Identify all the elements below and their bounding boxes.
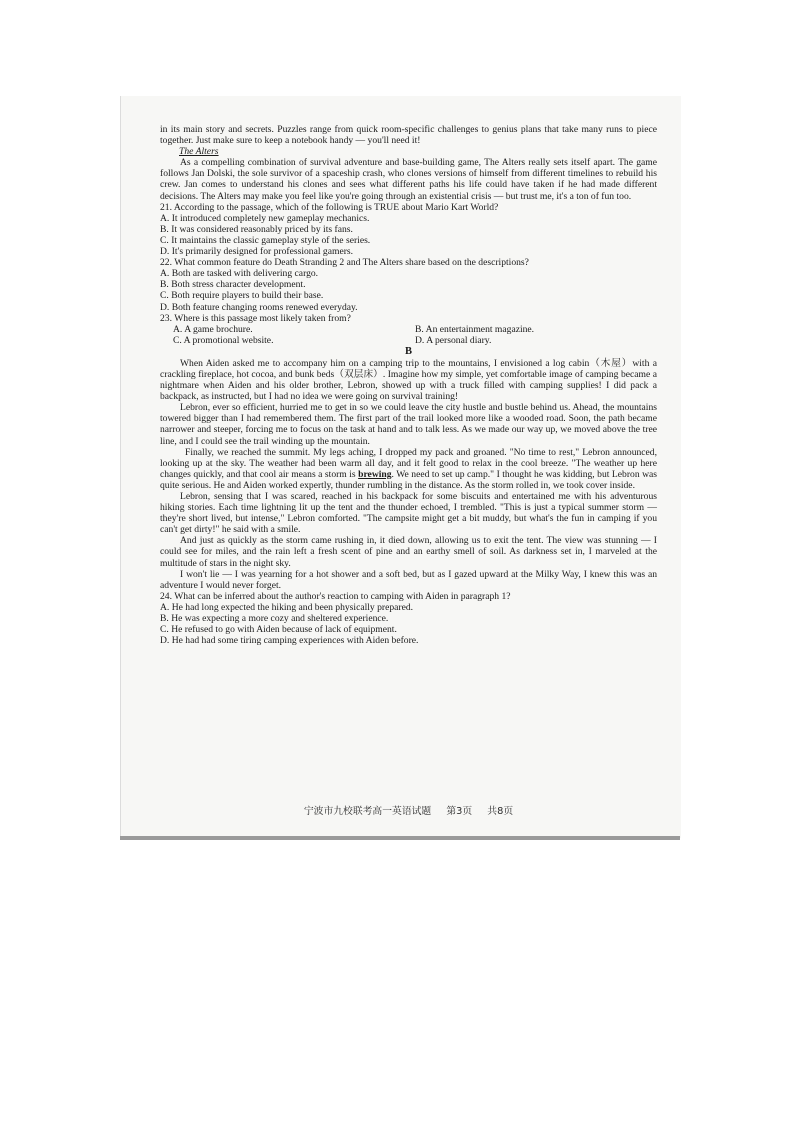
page-total: 共8页: [487, 806, 514, 817]
question-stem: 23. Where is this passage most likely taken from?: [160, 312, 351, 324]
page-edge-shadow: [120, 836, 680, 840]
question-stem: 22. What common feature do Death Stranding 2 and The Alters share based on the descriptions?: [160, 257, 529, 269]
answer-option: D. It's primarily designed for professional gamers.: [160, 246, 354, 258]
passage-paragraph: And just as quickly as the storm came rushing in, it died down, allowing us to exit the tent. The view was stunning — I could see for miles, and the rain left a fresh scent of pine and an earthy smell of soil. As darkness set in, I marveled at the multitude of stars in the night sky.: [160, 535, 657, 569]
passage-paragraph: When Aiden asked me to accompany him on a camping trip to the mountains, I envisioned a log cabin（木屋）with a crackling fireplace, hot cocoa, and bunk beds（双层床）. Imagine how my simple, yet comfortable image of camping became a nightmare when Aiden and his older brother, Lebron, showed up with a truck filled with camping supplies! I did pack a backpack, as instructed, but I had no idea we were going on survival training!: [160, 357, 657, 403]
answer-option-row: [173, 324, 657, 335]
question-stem: 24. What can be inferred about the author's reaction to camping with Aiden in paragraph 1?: [160, 590, 511, 602]
answer-option: B. He was expecting a more cozy and sheltered experience.: [160, 613, 389, 625]
answer-option: B. Both stress character development.: [160, 279, 306, 291]
passage-paragraph: Lebron, ever so efficient, hurried me to get in so we could leave the city hustle and bustle behind us. Ahead, the mountains towered bigger than I had remembered them. The first part of the trail looked more like a wooded road. Soon, the path became narrower and steeper, forcing me to focus on the task at hand and to talk less. As we made our way up, we moved above the tree line, and I could see the trail winding up the mountain.: [160, 402, 657, 447]
section-heading: B: [404, 345, 412, 357]
underlined-word: brewing: [358, 468, 392, 480]
passage-paragraph: Lebron, sensing that I was scared, reached in his backpack for some biscuits and entertained me with his adventurous hiking stories. Each time lightning lit up the tent and the thunder echoed, I trembled. "This is just a typical summer storm — they're short lived, but intense," Lebron comforted. "The campsite might get a bit muddy, but what's the fun in camping if you can't get dirty!" he said with a smile.: [160, 491, 657, 536]
page-number: 第3页: [446, 806, 473, 817]
answer-option: C. It maintains the classic gameplay style of the series.: [160, 234, 371, 246]
question-stem: 21. According to the passage, which of the following is TRUE about Mario Kart World?: [160, 201, 499, 213]
section-subtitle: The Alters: [179, 146, 219, 158]
answer-option: A. It introduced completely new gameplay mechanics.: [160, 212, 370, 224]
answer-option: C. Both require players to build their base.: [160, 290, 324, 302]
page-footer: [160, 806, 657, 818]
answer-option: C. A promotional website.: [173, 334, 274, 346]
answer-option: B. It was considered reasonably priced by its fans.: [160, 223, 353, 235]
answer-option: A. Both are tasked with delivering cargo.: [160, 268, 319, 280]
exam-content: [160, 124, 657, 646]
passage-paragraph: I won't lie — I was yearning for a hot shower and a soft bed, but as I gazed upward at the Milky Way, I knew this was an adventure I would never forget.: [160, 568, 657, 591]
passage-paragraph: in its main story and secrets. Puzzles range from quick room-specific challenges to genius plans that take many runs to piece together. Just make sure to keep a notebook handy — you'll need it!: [160, 124, 657, 147]
answer-option: A. A game brochure.: [173, 323, 253, 335]
passage-paragraph: As a compelling combination of survival adventure and base-building game, The Alters really sets itself apart. The game follows Jan Dolski, the sole survivor of a spaceship crash, who clones versions of himself from different timelines to rebuild his crew. Jan comes to understand his clones and sees what different paths his life could have taken if he had made different decisions. The Alters may make you feel like you're going through an existential crisis — but trust me, it's a ton of fun too.: [160, 157, 657, 202]
answer-option: D. Both feature changing rooms renewed everyday.: [160, 301, 358, 313]
answer-option: D. He had had some tiring camping experiences with Aiden before.: [160, 635, 419, 647]
answer-option: D. A personal diary.: [415, 334, 492, 346]
answer-option-row: [173, 335, 657, 346]
answer-option: C. He refused to go with Aiden because of lack of equipment.: [160, 624, 397, 636]
passage-paragraph: [160, 447, 657, 491]
paragraph-text: Finally, we reached the summit. My legs aching, I dropped my pack and groaned. "No time to rest," Lebron announced, looking up at the sky. The weather had been warm all day, and it felt good to relax in the cool breeze. "The weather up here changes quickly, and that cool air means a storm is: [160, 446, 657, 480]
answer-option: B. An entertainment magazine.: [415, 323, 535, 335]
answer-option: A. He had long expected the hiking and been physically prepared.: [160, 601, 414, 613]
exam-title: 宁波市九校联考高一英语试题: [303, 806, 432, 817]
paragraph-text: . We need to set up camp." I thought he was kidding, but Lebron was quite serious. He and Aiden worked expertly, thunder rumbling in the distance. As the storm rolled in, we took cover inside.: [160, 468, 658, 491]
